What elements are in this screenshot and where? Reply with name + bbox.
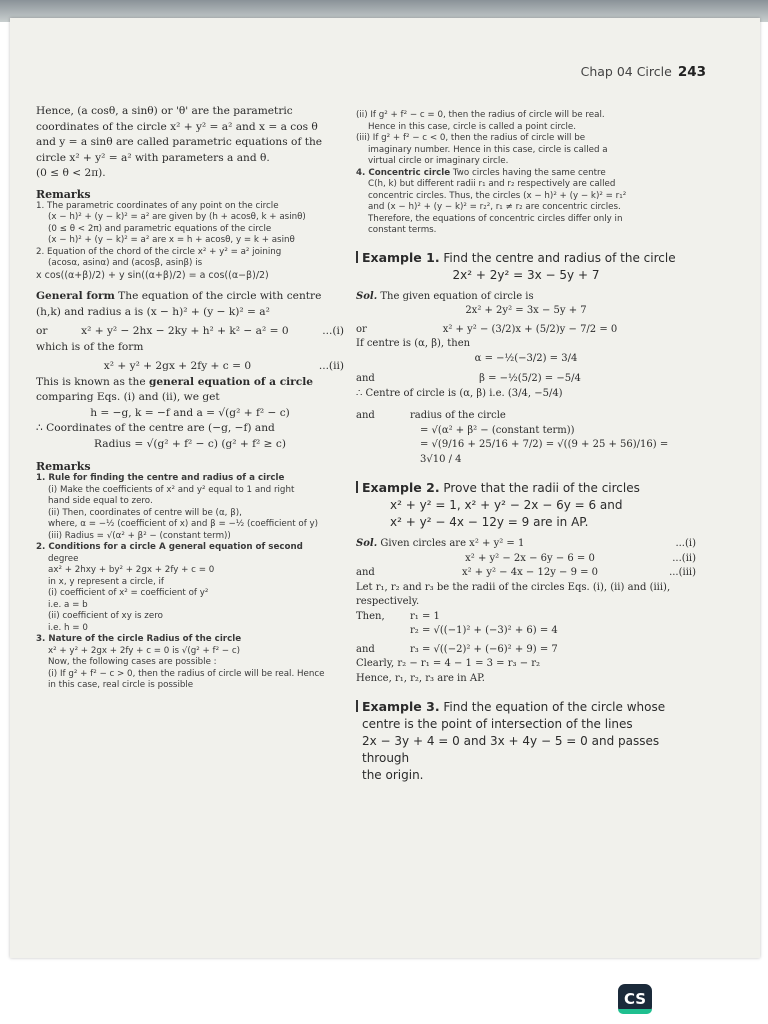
equation: x² + y² − 2x − 6y − 6 = 0	[465, 552, 595, 564]
remark-line: in x, y represent a circle, if	[48, 576, 164, 587]
text-line: coordinates of the circle x² + y² = a² and x = a cos θ	[36, 120, 318, 133]
equation: = √(9/16 + 25/16 + 7/2) = √((9 + 25 + 56)/16) = 3√10 / 4	[420, 439, 669, 465]
text-line: circle x² + y² = a² with parameters a and θ.	[36, 151, 270, 164]
text-line: and y = a sinθ are called parametric equations of the	[36, 136, 323, 148]
camscanner-logo	[618, 984, 652, 1014]
example-label: Example 1.	[362, 249, 440, 265]
example-1-heading	[356, 249, 696, 267]
remark-line: (acosα, asinα) and (acosβ, asinβ) is	[48, 258, 203, 268]
equation: x² + y² − 2hx − 2ky + h² + k² − a² = 0	[81, 325, 289, 337]
remark-line: 1. Rule for finding the centre and radius of a circle	[36, 473, 285, 483]
concentric-title: 4. Concentric circle	[356, 167, 451, 178]
equation-tag: ...(ii)	[672, 552, 696, 564]
equation-tag: ...(ii)	[318, 360, 344, 372]
left-column	[36, 104, 344, 692]
general-form	[36, 289, 344, 452]
equation: x² + y² + 2gx + 2fy + c = 0	[103, 360, 252, 372]
remark-line: hand side equal to zero.	[48, 496, 153, 506]
example-label: Example 2.	[362, 480, 440, 495]
text-line: (0 ≤ θ < 2π).	[36, 167, 106, 179]
case-line: Two circles having the same centre	[452, 167, 606, 178]
eq-prefix: or	[356, 323, 367, 335]
remark-line: (x − h)² + (y − k)² = a² are given by (h + acosθ, k + asinθ)	[48, 212, 306, 222]
case-line: and (x − h)² + (y − k)² = r₂², r₁ ≠ r₂ are concentric circles.	[368, 202, 621, 212]
equation-tag: ...(i)	[322, 325, 344, 337]
example-2-heading	[356, 479, 696, 497]
example-text: the origin.	[362, 768, 424, 782]
chapter-title: Chap 04 Circle	[580, 64, 672, 79]
equation: 2x² + 2y² = 3x − 5y + 7	[465, 305, 587, 316]
remark-line: 2. Equation of the chord of the circle x² + y² = a² joining	[36, 246, 282, 257]
equation: α = −½(−3/2) = 3/4	[474, 352, 578, 364]
eq-prefix: and	[356, 567, 375, 578]
remark-line: in this case, real circle is possible	[48, 680, 194, 690]
example-label: Example 3.	[362, 699, 440, 714]
eq-prefix: and	[356, 410, 375, 421]
equation: r₁ = 1	[410, 610, 440, 622]
text-line: Hence, r₁, r₂, r₃ are in AP.	[356, 672, 485, 684]
page-header	[581, 64, 706, 80]
case-line: (iii) If g² + f² − c < 0, then the radius of circle will be	[356, 133, 586, 143]
text-line: This is known as the	[36, 375, 149, 388]
text-line: ∴ Centre of circle is (α, β) i.e. (3/4, −5/4)	[356, 387, 563, 399]
case-line: concentric circles. Thus, the circles (x − h)² + (y − k)² = r₁²	[368, 190, 627, 201]
chord-equation: x cos((α+β)/2) + y sin((α+β)/2) = a cos((α−β)/2)	[36, 269, 269, 281]
text-line: Hence, (a cosθ, a sinθ) or 'θ' are the parametric	[36, 105, 293, 117]
text-line: (h,k) and radius a is (x − h)² + (y − k)² = a²	[36, 305, 270, 318]
nature-cases	[356, 110, 696, 237]
text-line: comparing Eqs. (i) and (ii), we get	[36, 391, 220, 403]
remarks-heading: Remarks	[36, 460, 91, 473]
example-text: x² + y² = 1, x² + y² − 2x − 6y = 6 and	[390, 498, 623, 512]
remark-line: x² + y² + 2gx + 2fy + c = 0 is √(g² + f² − c)	[48, 645, 241, 656]
remark-line: (ii) coefficient of xy is zero	[48, 611, 163, 621]
remark-line: i.e. h = 0	[48, 622, 88, 633]
case-line: (ii) If g² + f² − c = 0, then the radius of circle will be real.	[356, 110, 605, 120]
text-line: Clearly, r₂ − r₁ = 4 − 1 = 3 = r₃ − r₂	[356, 658, 541, 669]
remarks-list	[36, 201, 344, 282]
example-text: Prove that the radii of the circles	[443, 481, 640, 495]
text-line: If centre is (α, β), then	[356, 338, 471, 349]
equation: h = −g, k = −f and a = √(g² + f² − c)	[90, 406, 290, 419]
solution-label: Sol.	[356, 290, 378, 302]
equation: β = −½(5/2) = −5/4	[479, 373, 581, 384]
text-line: Given circles are x² + y² = 1	[380, 538, 525, 549]
remark-line: (i) If g² + f² − c > 0, then the radius of circle will be real. Hence	[48, 668, 325, 679]
remark-line: degree	[48, 553, 79, 564]
equation-row	[36, 359, 344, 375]
text-line: which is of the form	[36, 340, 144, 353]
remark-line: (i) coefficient of x² = coefficient of y²	[48, 588, 209, 598]
example-equation: 2x² + 2y² = 3x − 5y + 7	[452, 267, 600, 282]
general-form-text: The equation of the circle with centre	[114, 290, 322, 302]
remarks-list	[36, 473, 344, 692]
eq-prefix: and	[356, 373, 375, 384]
solution-label: Sol.	[356, 538, 378, 549]
remark-line: 2. Conditions for a circle A general equation of second	[36, 542, 303, 552]
case-line: imaginary number. Hence in this case, circle is called a	[368, 144, 608, 155]
remark-line: (i) Make the coefficients of x² and y² equal to 1 and right	[48, 484, 295, 495]
remark-line: where, α = −½ (coefficient of x) and β = −½ (coefficient of y)	[48, 519, 319, 529]
example-3-heading	[356, 698, 696, 716]
text-line: ∴ Coordinates of the centre are (−g, −f) and	[36, 422, 275, 434]
eq-prefix: and	[356, 643, 375, 655]
equation-tag: ...(iii)	[669, 567, 696, 578]
remark-line: (x − h)² + (y − k)² = a² are x = h + acosθ, y = k + asinθ	[48, 235, 295, 245]
example-text: x² + y² − 4x − 12y = 9 are in AP.	[390, 515, 589, 529]
text-line: Let r₁, r₂ and r₃ be the radii of the circles Eqs. (i), (ii) and (iii),	[356, 581, 671, 593]
example-text: centre is the point of intersection of the lines	[362, 717, 633, 731]
equation: = √(α² + β² − (constant term))	[420, 424, 575, 436]
case-line: C(h, k) but different radii r₁ and r₂ respectively are called	[368, 179, 616, 189]
example-2-solution	[356, 537, 696, 686]
case-line: Hence in this case, circle is called a point circle.	[368, 121, 577, 132]
radius-equation: Radius = √(g² + f² − c) (g² + f² ≥ c)	[94, 437, 286, 450]
eq-prefix: Then,	[356, 610, 385, 622]
remark-line: (iii) Radius = √(α² + β² − (constant term))	[48, 530, 231, 541]
right-column	[356, 110, 696, 784]
equation: x² + y² − 4x − 12y − 9 = 0	[461, 567, 599, 578]
general-form-label: General form	[36, 290, 115, 302]
remark-line: ax² + 2hxy + by² + 2gx + 2fy + c = 0	[48, 565, 215, 575]
case-line: virtual circle or imaginary circle.	[368, 156, 509, 166]
remark-line: 3. Nature of the circle Radius of the circle	[36, 634, 242, 644]
remark-line: (0 ≤ θ < 2π) and parametric equations of the circle	[48, 223, 272, 234]
page-number: 243	[677, 64, 706, 80]
remark-line: (ii) Then, coordinates of centre will be (α, β),	[48, 507, 242, 518]
example-text: Find the centre and radius of the circle	[443, 250, 676, 265]
example-text: 2x − 3y + 4 = 0 and 3x + 4y − 5 = 0 and passes through	[362, 734, 660, 765]
equation-tag: ...(i)	[675, 538, 696, 549]
remark-line: Now, the following cases are possible :	[48, 657, 217, 667]
text-line: radius of the circle	[410, 410, 506, 421]
eq-prefix: or	[36, 325, 48, 337]
example-1-solution	[356, 290, 696, 468]
equation: x² + y² − (3/2)x + (5/2)y − 7/2 = 0	[442, 323, 618, 335]
equation: r₃ = √((−2)² + (−6)² + 9) = 7	[410, 643, 558, 655]
remark-line: i.e. a = b	[48, 599, 88, 610]
case-line: constant terms.	[368, 225, 437, 235]
parametric-intro	[36, 104, 344, 182]
equation: r₂ = √((−1)² + (−3)² + 6) = 4	[410, 625, 558, 636]
text-line: The given equation of circle is	[380, 290, 534, 302]
case-line: Therefore, the equations of concentric circles differ only in	[368, 213, 623, 224]
remark-line: 1. The parametric coordinates of any point on the circle	[36, 200, 279, 211]
logo-text: CS	[623, 990, 647, 1008]
text-line: respectively.	[356, 596, 420, 607]
remarks-heading: Remarks	[36, 187, 91, 201]
general-equation-term: general equation of a circle	[149, 375, 313, 388]
example-text: Find the equation of the circle whose	[443, 700, 666, 714]
equation-row	[36, 324, 344, 340]
